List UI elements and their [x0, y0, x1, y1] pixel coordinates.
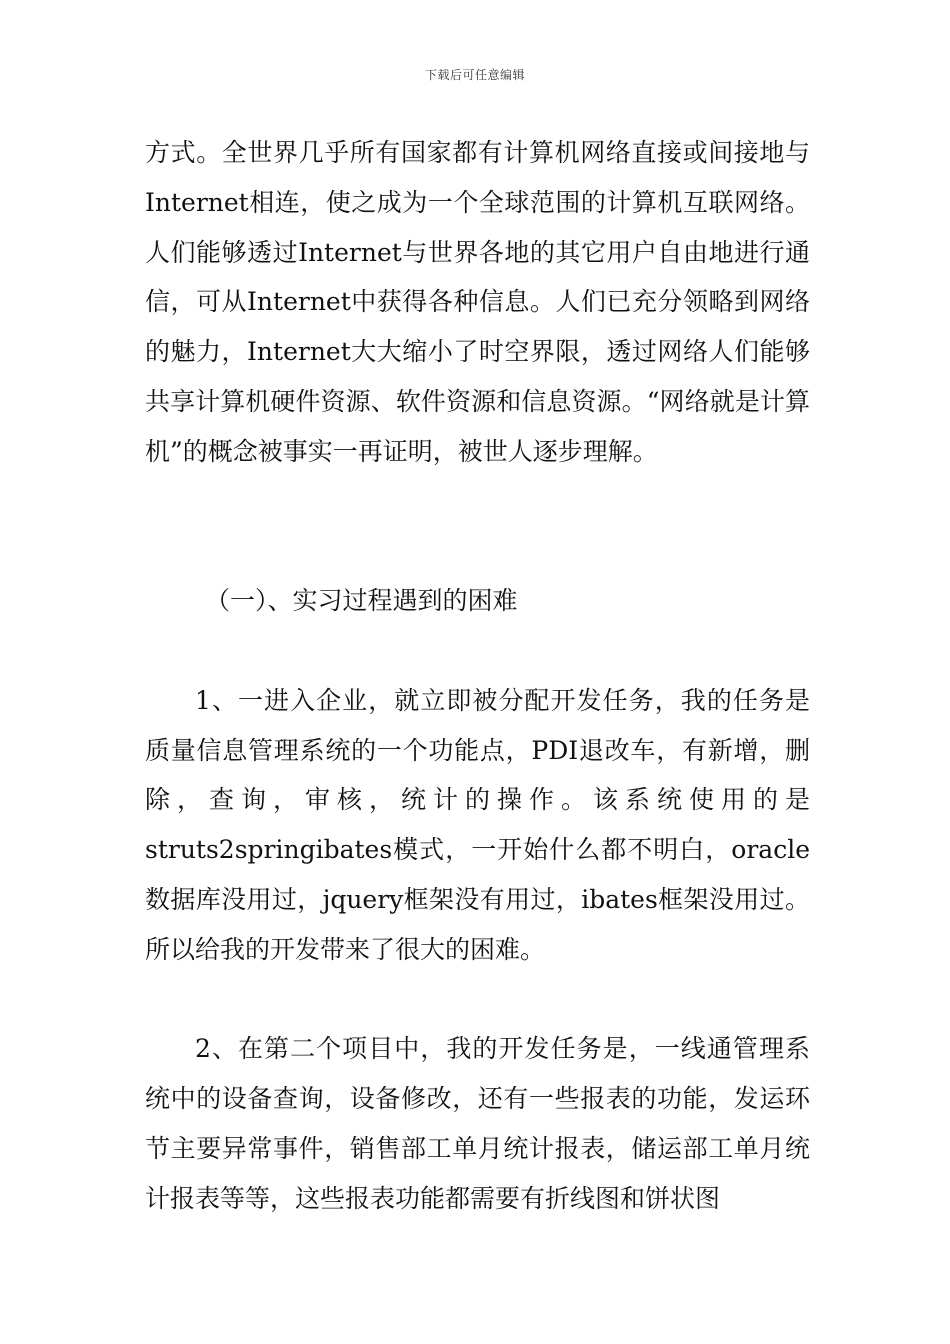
paragraph-difficulty-1: 1、一进入企业，就立即被分配开发任务，我的任务是质量信息管理系统的一个功能点，PDI退改车，有新增，删除，查询，审核，统计的操作。该系统使用的是struts2springibates模式，一开始什么都不明白，oracle数据库没用过，jquery框架没有用过，ibates框架没用过。所以给我的开发带来了很大的困难。 — [145, 685, 810, 964]
document-body — [145, 128, 810, 1224]
spacer — [145, 477, 810, 527]
spacer — [145, 626, 810, 676]
spacer — [145, 526, 810, 576]
paragraph-difficulty-2: 2、在第二个项目中，我的开发任务是，一线通管理系统中的设备查询，设备修改，还有一些报表的功能，发运环节主要异常事件，销售部工单月统计报表，储运部工单月统计报表等等，这些报表功能都需要有折线图和饼状图 — [145, 1034, 810, 1213]
page-header: 下载后可任意编辑 — [424, 68, 525, 82]
section-heading-difficulties: （一）、实习过程遇到的困难 — [205, 586, 518, 616]
paragraph-network-intro: 方式。全世界几乎所有国家都有计算机网络直接或间接地与Internet相连，使之成为一个全球范围的计算机互联网络。人们能够透过Internet与世界各地的其它用户自由地进行通信，可从Internet中获得各种信息。人们已充分领略到网络的魅力，Internet大大缩小了时空界限，透过网络人们能够共享计算机硬件资源、软件资源和信息资源。“网络就是计算机”的概念被事实一再证明，被世人逐步理解。 — [145, 138, 810, 466]
spacer — [145, 975, 810, 1025]
